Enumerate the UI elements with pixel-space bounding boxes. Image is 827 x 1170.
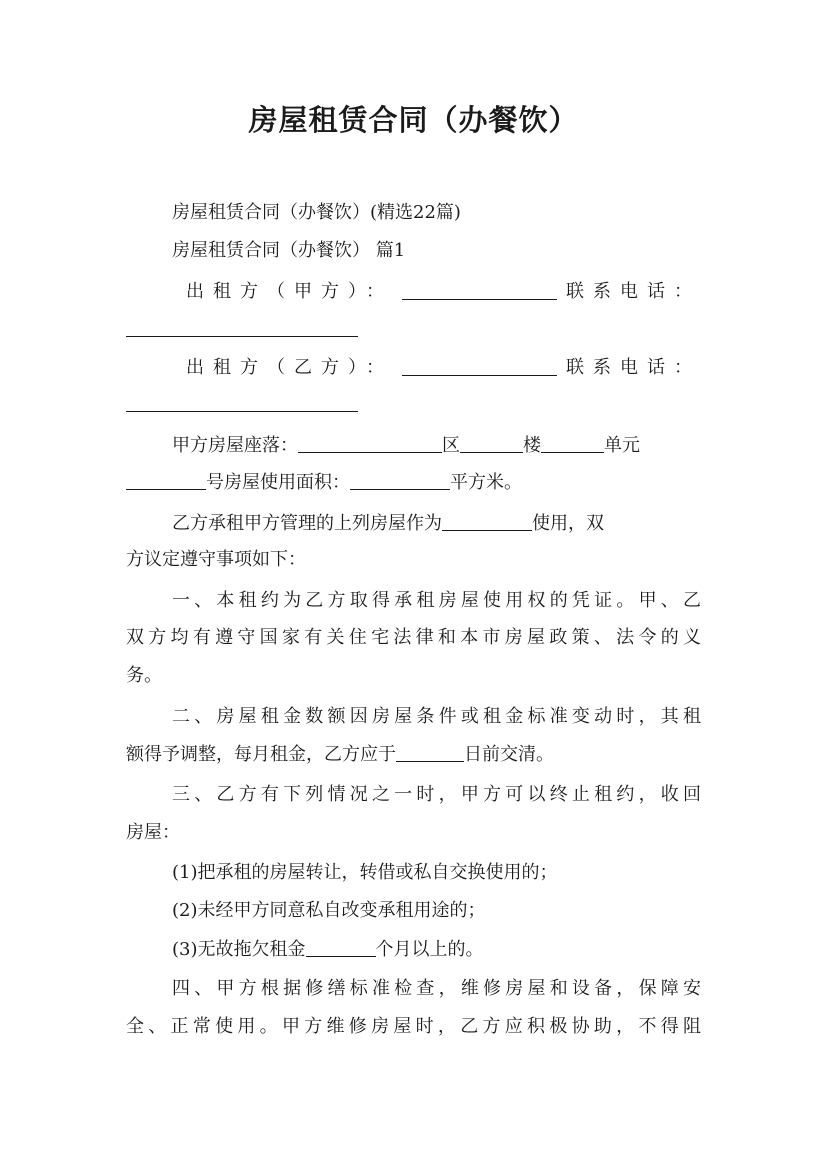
chapter-heading: 房屋租赁合同（办餐饮） 篇1 bbox=[172, 240, 406, 261]
lessor-line bbox=[186, 281, 701, 303]
purpose-text-b: 使用，双 bbox=[532, 513, 604, 534]
district-blank bbox=[298, 434, 442, 453]
clause1-line-3: 务。 bbox=[126, 665, 162, 686]
lessee-label: 出租方（乙方）： bbox=[186, 357, 393, 378]
purpose-text-a: 乙方承租甲方管理的上列房屋作为 bbox=[172, 513, 442, 534]
lessee-name-blank bbox=[402, 357, 557, 376]
clause3-line-1: 三、乙方有下列情况之一时，甲方可以终止租约，收回 bbox=[172, 784, 701, 805]
clause2-line-1: 二、房屋租金数额因房屋条件或租金标准变动时，其租 bbox=[172, 706, 701, 727]
clause1-line-2: 双方均有遵守国家有关住宅法律和本市房屋政策、法令的义 bbox=[126, 627, 701, 648]
unit-label: 单元 bbox=[604, 435, 640, 456]
lessee-line bbox=[186, 357, 701, 379]
months-blank bbox=[306, 938, 376, 957]
clause2-line-2 bbox=[126, 743, 701, 766]
clause3-item-3 bbox=[172, 938, 701, 961]
clause3-item-2: (2)未经甲方同意私自改变承租用途的； bbox=[172, 900, 486, 921]
clause2-text-a: 额得予调整，每月租金，乙方应于 bbox=[126, 744, 396, 765]
lessor-phone-row bbox=[126, 318, 701, 341]
lessee-phone-label: 联系电话： bbox=[566, 357, 701, 378]
location-prefix: 甲方房屋座落： bbox=[172, 435, 298, 456]
purpose-line-2: 方议定遵守事项如下： bbox=[126, 549, 306, 570]
lessor-label: 出租方（甲方）： bbox=[186, 281, 393, 302]
clause4-line-2: 全、正常使用。甲方维修房屋时，乙方应积极协助，不得阻 bbox=[126, 1016, 701, 1037]
document-title: 房屋租赁合同（办餐饮） bbox=[248, 103, 579, 137]
lessor-phone-label: 联系电话： bbox=[566, 281, 701, 302]
payment-day-blank bbox=[396, 743, 464, 762]
number-blank bbox=[126, 471, 206, 490]
clause3-item-1: (1)把承租的房屋转让，转借或私自交换使用的； bbox=[172, 862, 558, 883]
location-line-2 bbox=[126, 471, 701, 494]
purpose-blank bbox=[442, 512, 532, 531]
building-label: 楼 bbox=[523, 435, 541, 456]
lessor-phone-blank bbox=[126, 318, 358, 337]
clause1-line-1: 一、本租约为乙方取得承租房屋使用权的凭证。甲、乙 bbox=[172, 590, 701, 611]
clause3-item3-text-b: 个月以上的。 bbox=[375, 939, 484, 960]
sqm-label: 平方米。 bbox=[450, 472, 522, 493]
building-blank bbox=[460, 434, 523, 453]
clause3-line-2: 房屋： bbox=[126, 822, 180, 843]
clause3-item3-text-a: (3)无故拖欠租金 bbox=[172, 939, 306, 960]
lessor-name-blank bbox=[402, 281, 557, 300]
lessee-phone-row bbox=[126, 393, 701, 416]
document-subtitle: 房屋租赁合同（办餐饮）(精选22篇) bbox=[172, 202, 461, 223]
clause2-text-b: 日前交清。 bbox=[464, 744, 554, 765]
location-line-1 bbox=[172, 434, 701, 457]
area-blank bbox=[350, 471, 450, 490]
district-label: 区 bbox=[442, 435, 460, 456]
lessee-phone-blank bbox=[126, 393, 358, 412]
purpose-line-1 bbox=[172, 512, 701, 535]
unit-blank bbox=[541, 434, 604, 453]
area-label: 号房屋使用面积： bbox=[206, 472, 350, 493]
clause4-line-1: 四、甲方根据修缮标准检查，维修房屋和设备，保障安 bbox=[172, 978, 701, 999]
